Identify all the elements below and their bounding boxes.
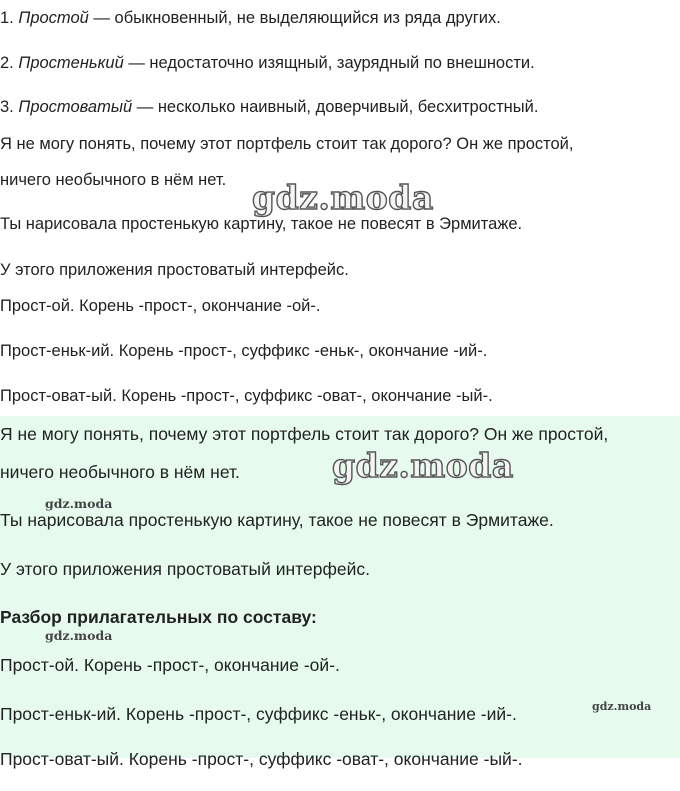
definition-number: 3. xyxy=(0,98,19,116)
example-sentence-1b: ничего необычного в нём нет. xyxy=(0,462,240,482)
definition-text: — несколько наивный, доверчивый, бесхитростный. xyxy=(132,98,539,116)
definition-word: Простенький xyxy=(18,54,124,72)
definition-word: Простой xyxy=(18,9,89,27)
definition-number: 1. xyxy=(0,9,19,27)
definition-text: — недостаточно изящный, заурядный по внешности. xyxy=(123,54,535,72)
example-sentence-1b: ничего необычного в нём нет. xyxy=(0,171,227,189)
example-sentence-2: Ты нарисовала простенькую картину, такое не повесят в Эрмитаже. xyxy=(0,510,554,530)
definition-word: Простоватый xyxy=(18,98,133,116)
example-sentence-3: У этого приложения простоватый интерфейс. xyxy=(0,261,349,279)
watermark-logo: gdz.moda xyxy=(332,446,514,485)
example-sentence-3: У этого приложения простоватый интерфейс. xyxy=(0,559,370,579)
morpheme-analysis-1: Прост-ой. Корень -прост-, окончание -ой-. xyxy=(0,297,321,315)
morpheme-analysis-2: Прост-еньк-ий. Корень -прост-, суффикс -еньк-, окончание -ий-. xyxy=(0,342,488,360)
example-sentence-1a: Я не могу понять, почему этот портфель стоит так дорого? Он же простой, xyxy=(0,135,574,153)
definition-text: — обыкновенный, не выделяющийся из ряда других. xyxy=(88,9,501,27)
morpheme-analysis-2: Прост-еньк-ий. Корень -прост-, суффикс -еньк-, окончание -ий-. xyxy=(0,704,517,724)
watermark-logo: gdz.moda xyxy=(45,628,113,643)
morpheme-analysis-1: Прост-ой. Корень -прост-, окончание -ой-. xyxy=(0,655,340,675)
definition-3 xyxy=(0,96,538,118)
definition-2 xyxy=(0,52,535,74)
morpheme-analysis-3: Прост-оват-ый. Корень -прост-, суффикс -оват-, окончание -ый-. xyxy=(0,387,493,405)
definition-1 xyxy=(0,7,501,29)
example-sentence-2: Ты нарисовала простенькую картину, такое не повесят в Эрмитаже. xyxy=(0,215,523,233)
watermark-logo: gdz.moda xyxy=(45,496,113,511)
watermark-logo: gdz.moda xyxy=(592,700,652,713)
answer-panel xyxy=(0,416,680,769)
definition-number: 2. xyxy=(0,54,19,72)
section-heading: Разбор прилагательных по составу: xyxy=(0,607,317,627)
morpheme-analysis-3: Прост-оват-ый. Корень -прост-, суффикс -оват-, окончание -ый-. xyxy=(0,749,523,769)
example-sentence-1a: Я не могу понять, почему этот портфель стоит так дорого? Он же простой, xyxy=(0,424,609,444)
watermark-logo: gdz.moda xyxy=(252,178,434,217)
